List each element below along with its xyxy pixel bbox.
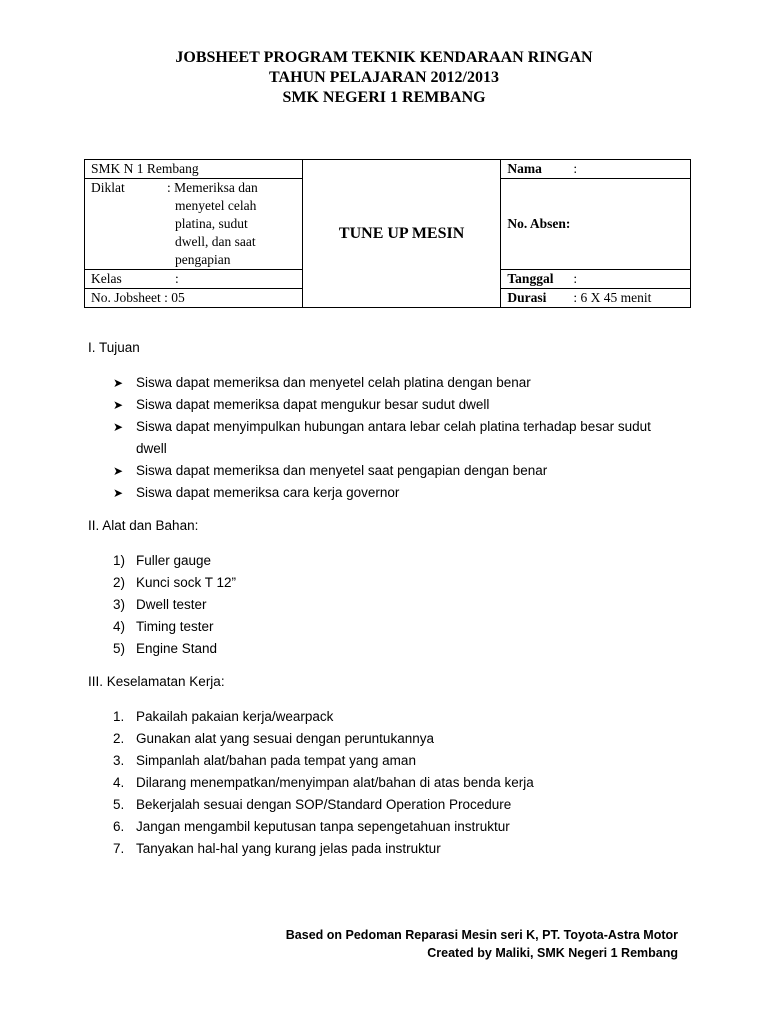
absen-cell (501, 179, 691, 270)
tujuan-list (113, 372, 673, 504)
list-marker: 2. (113, 731, 125, 746)
list-item-text: Simpanlah alat/bahan pada tempat yang aman (136, 753, 416, 768)
list-item (113, 838, 534, 860)
list-item (113, 728, 534, 750)
list-item (113, 706, 534, 728)
list-item (113, 460, 673, 482)
list-item (113, 482, 673, 504)
keselamatan-list (113, 706, 534, 860)
list-item-text: Siswa dapat memeriksa cara kerja governor (136, 485, 400, 500)
tanggal-value: : (573, 271, 578, 286)
arrowhead-bullet-icon: ➤ (113, 464, 124, 478)
diklat-line: pengapian (175, 252, 231, 267)
info-table (84, 159, 691, 308)
list-marker: 5. (113, 797, 125, 812)
diklat-line: platina, sudut (175, 216, 248, 231)
list-item-text: Gunakan alat yang sesuai dengan peruntukannya (136, 731, 434, 746)
list-marker: 3. (113, 753, 125, 768)
diklat-line: : Memeriksa dan (167, 180, 258, 195)
school-cell: SMK N 1 Rembang (85, 160, 303, 179)
tanggal-label: Tanggal (507, 271, 554, 286)
list-item-text: Timing tester (136, 619, 214, 634)
list-item (113, 572, 236, 594)
list-item (113, 394, 673, 416)
list-item-text: Siswa dapat memeriksa dan menyetel saat pengapian dengan benar (136, 463, 548, 478)
keselamatan-heading: III. Keselamatan Kerja: (88, 674, 225, 689)
diklat-line: dwell, dan saat (175, 234, 256, 249)
durasi-label: Durasi (507, 290, 547, 305)
jobsheet-number-cell: No. Jobsheet : 05 (85, 289, 303, 308)
arrowhead-bullet-icon: ➤ (113, 398, 124, 412)
tanggal-cell (501, 270, 691, 289)
list-item (113, 416, 673, 460)
absen-label: No. Absen: (507, 216, 571, 231)
diklat-label: Diklat (91, 180, 125, 195)
kelas-cell (85, 270, 303, 289)
footer-reference: Based on Pedoman Reparasi Mesin seri K, PT. Toyota-Astra Motor (285, 928, 678, 942)
diklat-value (167, 179, 287, 269)
nama-cell (501, 160, 691, 179)
kelas-value: : (175, 271, 179, 286)
list-item (113, 594, 236, 616)
tujuan-heading: I. Tujuan (88, 340, 140, 355)
header-title: JOBSHEET PROGRAM TEKNIK KENDARAAN RINGAN (175, 49, 593, 66)
list-item-text: Jangan mengambil keputusan tanpa sepengetahuan instruktur (136, 819, 510, 834)
list-item (113, 816, 534, 838)
list-item (113, 794, 534, 816)
list-item-text: Pakailah pakaian kerja/wearpack (136, 709, 334, 724)
list-marker: 3) (113, 597, 126, 612)
list-item (113, 638, 236, 660)
list-item (113, 772, 534, 794)
list-marker: 4. (113, 775, 125, 790)
footer-author: Created by Maliki, SMK Negeri 1 Rembang (427, 946, 678, 960)
list-item (113, 750, 534, 772)
diklat-cell (85, 179, 303, 270)
list-marker: 7. (113, 841, 125, 856)
list-marker: 4) (113, 619, 126, 634)
nama-value: : (573, 161, 578, 176)
list-marker: 5) (113, 641, 126, 656)
list-item-text: Bekerjalah sesuai dengan SOP/Standard Operation Procedure (136, 797, 512, 812)
arrowhead-bullet-icon: ➤ (113, 486, 124, 500)
kelas-label: Kelas (91, 271, 122, 286)
alat-heading: II. Alat dan Bahan: (88, 518, 199, 533)
durasi-cell (501, 289, 691, 308)
footer-credits (286, 926, 678, 962)
list-item-text: Dilarang menempatkan/menyimpan alat/bahan di atas benda kerja (136, 775, 534, 790)
list-item-text: Siswa dapat menyimpulkan hubungan antara lebar celah platina terhadap besar sudut dwell (136, 419, 651, 456)
list-item-text: Kunci sock T 12” (136, 575, 237, 590)
list-item-text: Tanyakan hal-hal yang kurang jelas pada instruktur (136, 841, 441, 856)
list-item-text: Siswa dapat memeriksa dan menyetel celah platina dengan benar (136, 375, 531, 390)
durasi-value: : 6 X 45 menit (573, 290, 652, 305)
list-item-text: Engine Stand (136, 641, 218, 656)
document-header (0, 48, 768, 108)
header-year: TAHUN PELAJARAN 2012/2013 (269, 69, 499, 86)
list-item (113, 550, 236, 572)
list-item-text: Fuller gauge (136, 553, 212, 568)
list-item-text: Siswa dapat memeriksa dapat mengukur besar sudut dwell (136, 397, 490, 412)
jobsheet-title: TUNE UP MESIN (302, 160, 501, 308)
arrowhead-bullet-icon: ➤ (113, 376, 124, 390)
diklat-line: menyetel celah (175, 198, 257, 213)
list-marker: 1. (113, 709, 125, 724)
list-marker: 2) (113, 575, 126, 590)
list-item-text: Dwell tester (136, 597, 207, 612)
alat-list (113, 550, 236, 660)
list-marker: 1) (113, 553, 126, 568)
nama-label: Nama (507, 161, 542, 176)
arrowhead-bullet-icon: ➤ (113, 420, 124, 434)
list-marker: 6. (113, 819, 125, 834)
list-item (113, 372, 673, 394)
header-school: SMK NEGERI 1 REMBANG (282, 89, 486, 106)
list-item (113, 616, 236, 638)
